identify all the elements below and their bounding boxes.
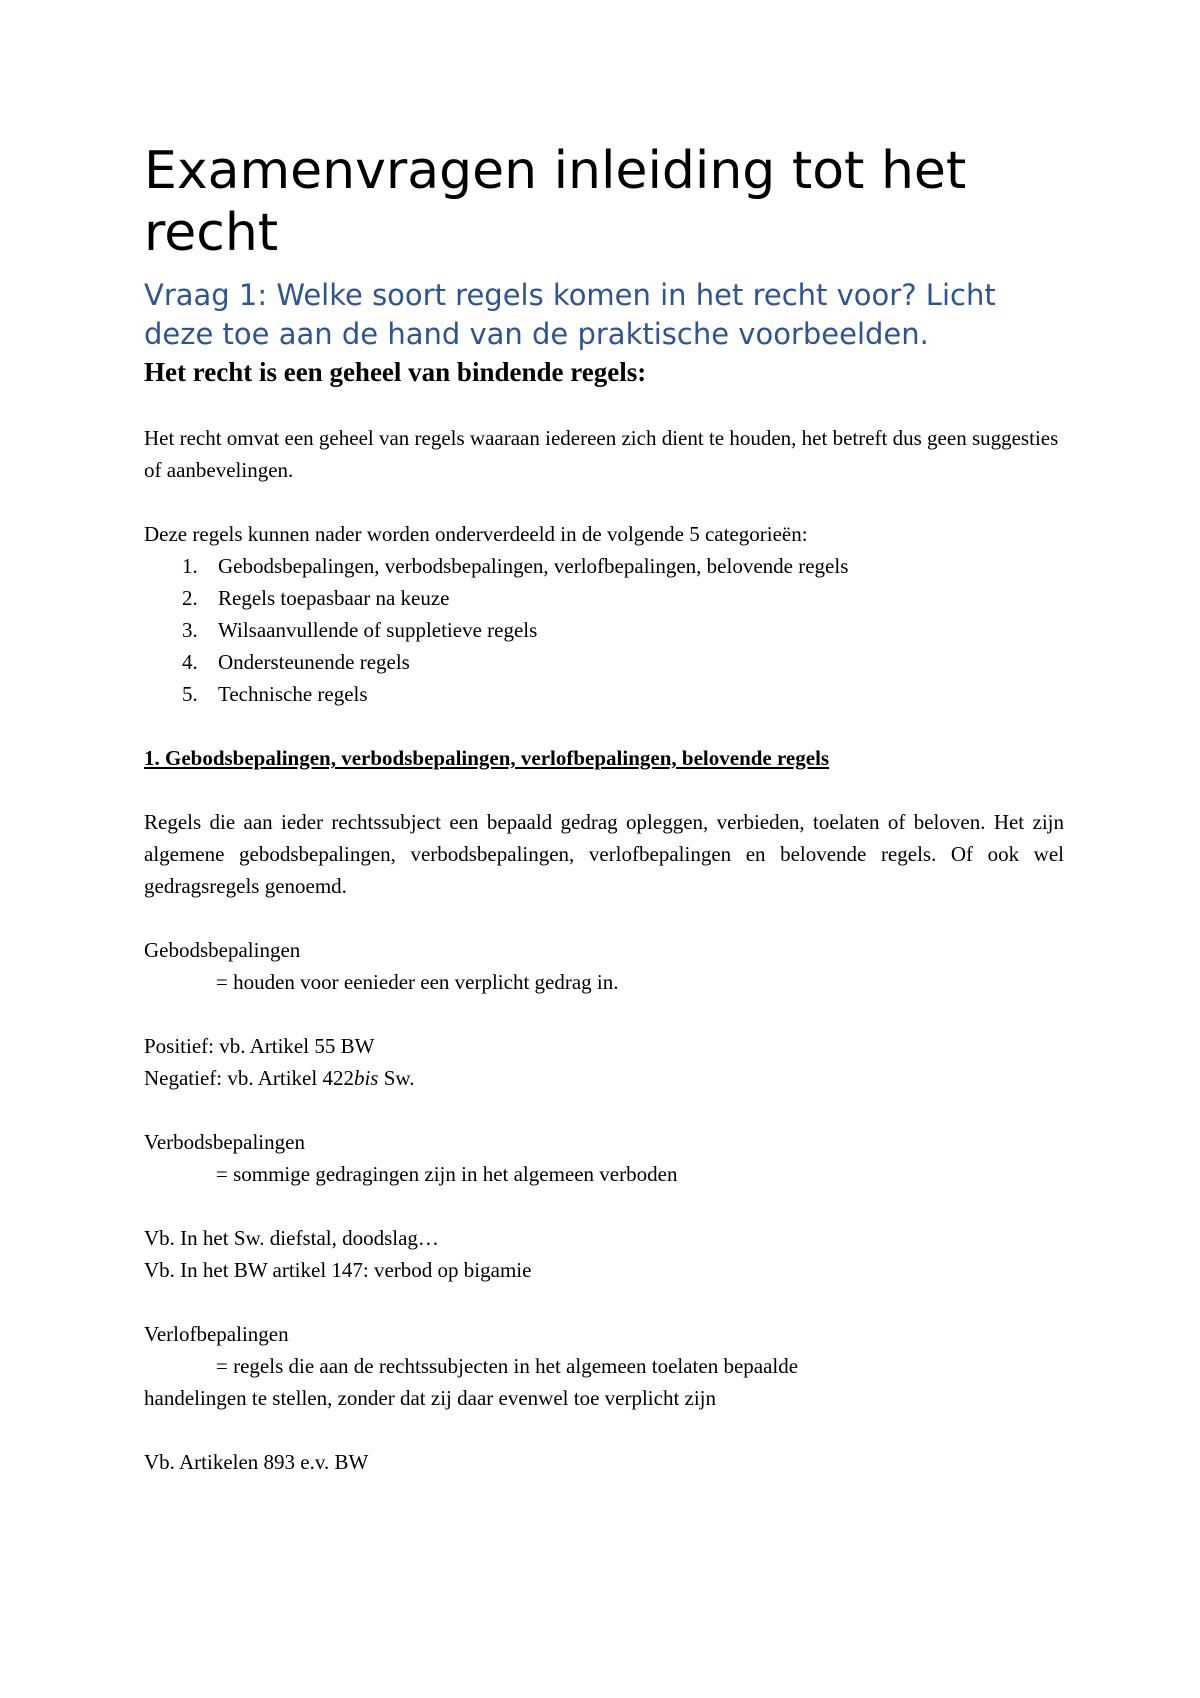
intro-paragraph: Het recht omvat een geheel van regels waaraan iedereen zich dient te houden, het betreft dus geen suggesties of aanbevelingen. — [144, 426, 1059, 482]
verlof-label: Verlofbepalingen — [144, 1322, 289, 1346]
list-number: 5. — [182, 682, 198, 706]
list-item — [144, 678, 1064, 710]
section-paragraph: Regels die aan ieder rechtssubject een bepaald gedrag opleggen, verbieden, toelaten of beloven. Het zijn algemene gebodsbepalingen, verbodsbepalingen, verlofbepalingen en belovende regels. Of ook wel gedragsregels genoemd. — [144, 810, 1064, 898]
list-item-label: Regels toepasbaar na keuze — [218, 586, 450, 610]
list-item — [144, 646, 1064, 678]
list-item-label: Wilsaanvullende of suppletieve regels — [218, 618, 538, 642]
verbod-definition: = sommige gedragingen zijn in het algemeen verboden — [216, 1162, 678, 1186]
gebod-definition: = houden voor eenieder een verplicht gedrag in. — [216, 970, 619, 994]
negatief-post: Sw. — [378, 1066, 415, 1090]
section-heading: 1. Gebodsbepalingen, verbodsbepalingen, verlofbepalingen, belovende regels — [144, 746, 830, 770]
verlof-example: Vb. Artikelen 893 e.v. BW — [144, 1450, 369, 1474]
list-number: 2. — [182, 586, 198, 610]
gebod-label: Gebodsbepalingen — [144, 938, 301, 962]
list-number: 1. — [182, 554, 198, 578]
document-title: Examenvragen inleiding tot het recht — [144, 141, 967, 263]
bold-heading: Het recht is een geheel van bindende regels: — [144, 357, 647, 387]
list-item-label: Gebodsbepalingen, verbodsbepalingen, verlofbepalingen, belovende regels — [218, 554, 849, 578]
list-item — [144, 550, 1064, 582]
negatief-pre: Negatief: vb. Artikel 422 — [144, 1066, 354, 1090]
list-number: 3. — [182, 618, 198, 642]
categories-list — [144, 550, 1064, 710]
positief-example: Positief: vb. Artikel 55 BW — [144, 1034, 375, 1058]
negatief-italic: bis — [353, 1066, 379, 1090]
list-item-label: Technische regels — [218, 682, 368, 706]
list-item-label: Ondersteunende regels — [218, 650, 410, 674]
verlof-definition-2: handelingen te stellen, zonder dat zij daar evenwel toe verplicht zijn — [144, 1386, 717, 1410]
list-item — [144, 582, 1064, 614]
negatief-example — [144, 1062, 1064, 1094]
list-number: 4. — [182, 650, 198, 674]
verlof-definition-1: = regels die aan de rechtssubjecten in het algemeen toelaten bepaalde — [216, 1354, 799, 1378]
verbod-example-1: Vb. In het Sw. diefstal, doodslag… — [144, 1226, 439, 1250]
list-item — [144, 614, 1064, 646]
verbod-label: Verbodsbepalingen — [144, 1130, 305, 1154]
document-content — [144, 140, 1064, 1478]
verbod-example-2: Vb. In het BW artikel 147: verbod op bigamie — [144, 1258, 532, 1282]
question-heading: Vraag 1: Welke soort regels komen in het recht voor? Licht deze toe aan de hand van de praktische voorbeelden. — [144, 278, 996, 351]
categories-intro: Deze regels kunnen nader worden onderverdeeld in de volgende 5 categorieën: — [144, 522, 808, 546]
